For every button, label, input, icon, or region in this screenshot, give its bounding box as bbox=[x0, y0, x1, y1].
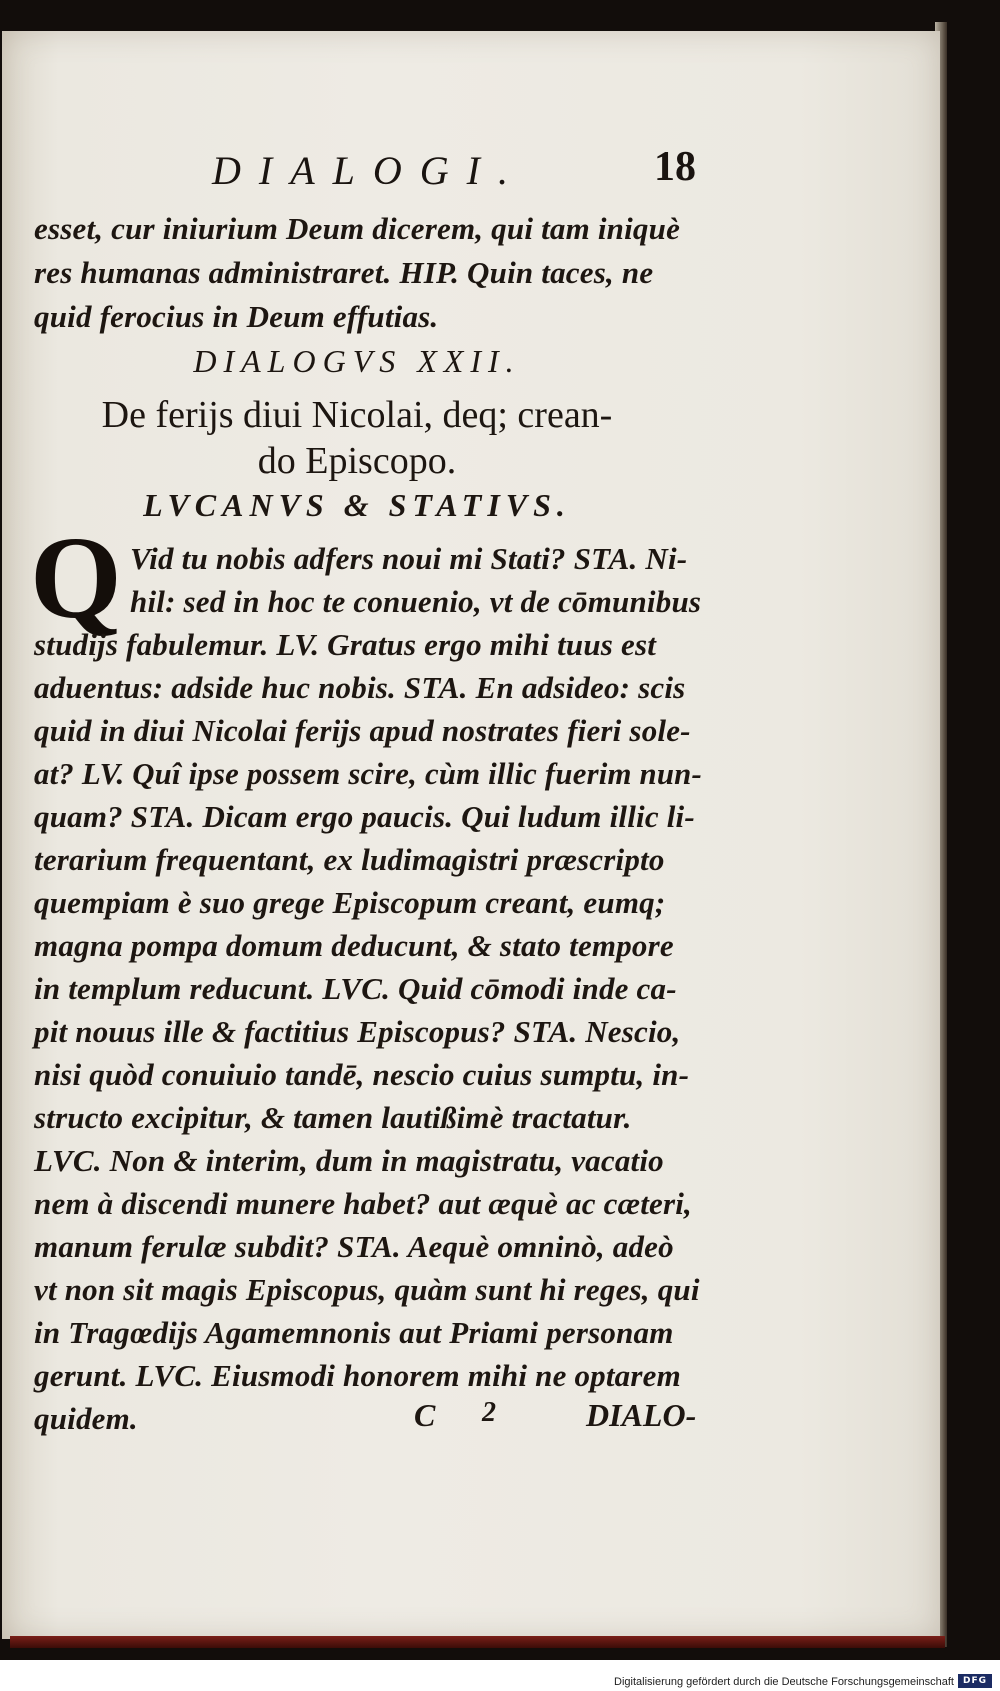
body-line: in Tragœdijs Agamemnonis aut Priami personam bbox=[34, 1315, 674, 1350]
catchword: DIALO- bbox=[586, 1397, 697, 1433]
dfg-logo-icon: DFG bbox=[958, 1674, 992, 1688]
body-line: quid in diui Nicolai ferijs apud nostrates fieri sole- bbox=[34, 713, 691, 748]
signature-mark: C bbox=[414, 1397, 436, 1433]
body-line: pit nouus ille & factitius Episcopus? STA. Nescio, bbox=[34, 1014, 681, 1049]
body-line: vt non sit magis Episcopus, quàm sunt hi reges, qui bbox=[34, 1272, 700, 1307]
body-line: structo excipitur, & tamen lautißimè tractatur. bbox=[34, 1100, 632, 1135]
signature-number: 2 bbox=[482, 1397, 496, 1428]
body-line: LVC. Non & interim, dum in magistratu, vacatio bbox=[34, 1143, 664, 1178]
body-line: studijs fabulemur. LV. Gratus ergo mihi tuus est bbox=[34, 627, 657, 662]
page-content bbox=[2, 31, 940, 1639]
body-line: hil: sed in hoc te conuenio, vt de cōmunibus bbox=[130, 584, 702, 619]
drop-cap-initial: Q bbox=[30, 512, 122, 643]
body-line: magna pompa domum deducunt, & stato tempore bbox=[34, 928, 674, 963]
book-page bbox=[2, 31, 940, 1639]
body-line: nem à discendi munere habet? aut æquè ac cæteri, bbox=[34, 1186, 692, 1221]
body-line: quidem. bbox=[34, 1401, 138, 1436]
running-title: DIALOGI. bbox=[212, 148, 526, 193]
dialogue-title-line-1: De ferijs diui Nicolai, deq; crean- bbox=[101, 394, 613, 436]
body-line: terarium frequentant, ex ludimagistri præscripto bbox=[34, 842, 665, 877]
body-line: quam? STA. Dicam ergo paucis. Qui ludum illic li- bbox=[34, 799, 695, 834]
body-line: gerunt. LVC. Eiusmodi honorem mihi ne optarem bbox=[34, 1358, 681, 1393]
body-line: manum ferulæ subdit? STA. Aequè omninò, adeò bbox=[34, 1229, 674, 1264]
body-line: aduentus: adside huc nobis. STA. En adsideo: scis bbox=[34, 670, 686, 705]
intro-line: res humanas administraret. HIP. Quin taces, ne bbox=[34, 255, 654, 290]
page-number: 18 bbox=[654, 144, 696, 190]
intro-line: quid ferocius in Deum effutias. bbox=[34, 299, 439, 334]
body-line: Vid tu nobis adfers noui mi Stati? STA. Ni- bbox=[130, 541, 688, 576]
page-bottom-edge bbox=[10, 1636, 945, 1648]
body-line: in templum reducunt. LVC. Quid cōmodi inde ca- bbox=[34, 971, 677, 1006]
intro-line: esset, cur iniurium Deum dicerem, qui tam iniquè bbox=[34, 211, 681, 246]
footer-credit: Digitalisierung gefördert durch die Deutsche Forschungsgemeinschaft bbox=[614, 1676, 954, 1688]
body-line: nisi quòd conuiuio tandē, nescio cuius sumptu, in- bbox=[34, 1057, 690, 1092]
body-line: at? LV. Quî ipse possem scire, cùm illic fuerim nun- bbox=[34, 756, 702, 791]
dialogue-title-line-2: do Episcopo. bbox=[257, 440, 457, 482]
dialogue-speakers: LVCANVS & STATIVS. bbox=[143, 487, 571, 523]
dialogue-heading: DIALOGVS XXII. bbox=[193, 343, 521, 379]
body-line: quempiam è suo grege Episcopum creant, eumq; bbox=[34, 885, 666, 920]
